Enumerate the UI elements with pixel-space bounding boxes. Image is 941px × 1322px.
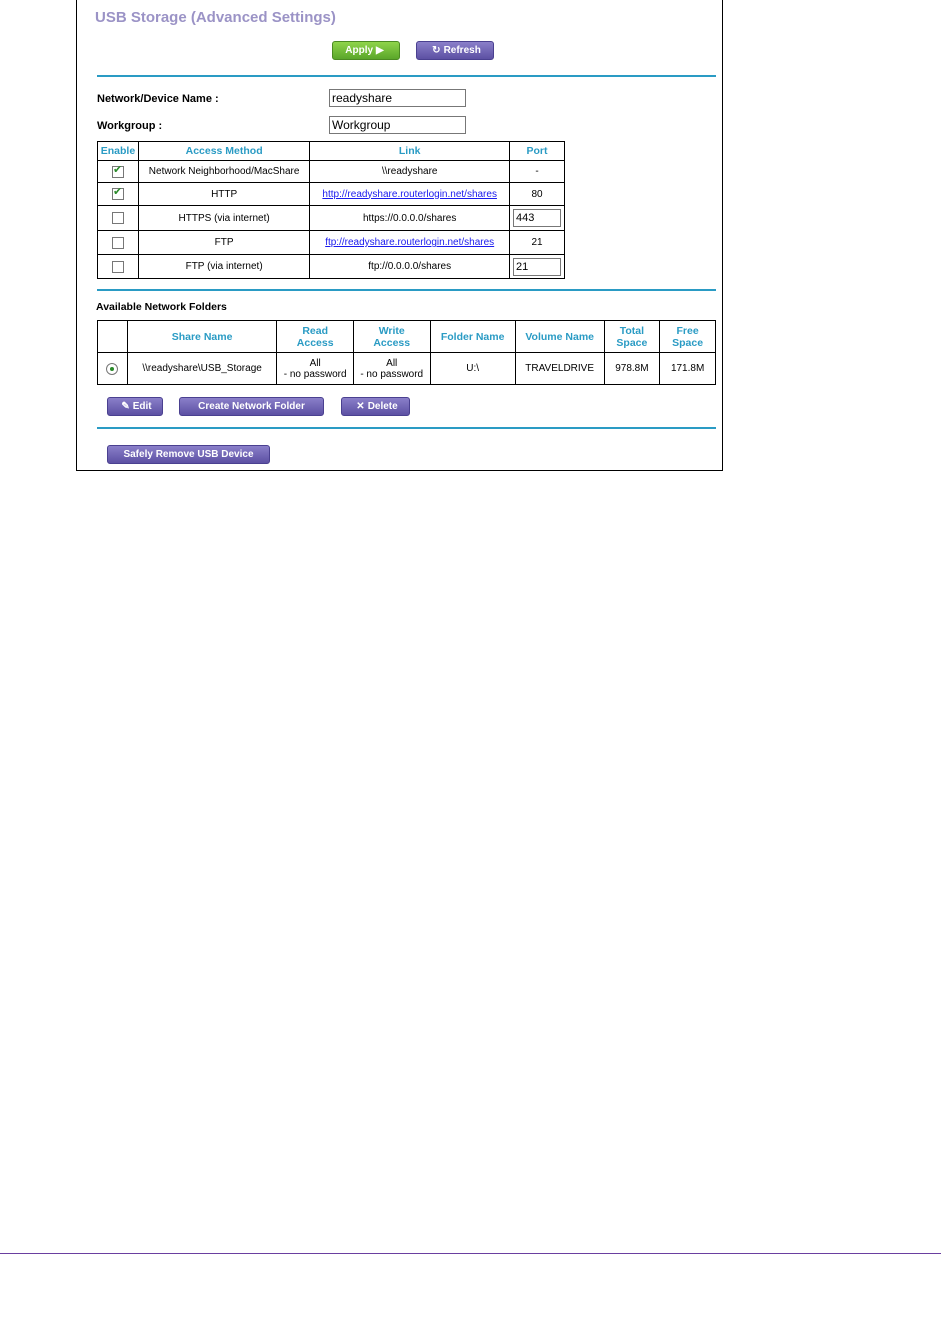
col-read-access: Read Access: [277, 321, 354, 353]
port-cell: -: [510, 161, 565, 183]
apply-button-label: Apply: [345, 45, 374, 56]
access-method-table: [97, 141, 565, 279]
access-method-cell: HTTP: [138, 183, 309, 206]
refresh-button[interactable]: [416, 41, 494, 60]
folders-table-header: [98, 321, 716, 353]
total-space-cell: 978.8M: [604, 353, 660, 385]
col-volume-name: Volume Name: [515, 321, 604, 353]
table-row: [98, 231, 565, 255]
read-access-cell: All - no password: [277, 353, 354, 385]
safely-remove-label: Safely Remove USB Device: [123, 449, 254, 460]
network-folders-table: [97, 320, 716, 385]
page-bottom-rule: [0, 1253, 941, 1254]
play-triangle-icon: ▶: [376, 45, 384, 56]
access-method-cell: FTP (via internet): [138, 255, 309, 279]
divider: [97, 289, 716, 291]
col-enable: Enable: [98, 142, 139, 161]
divider: [97, 75, 716, 77]
http-link[interactable]: http://readyshare.routerlogin.net/shares: [322, 188, 497, 200]
apply-button[interactable]: [332, 41, 400, 60]
table-row: [98, 161, 565, 183]
col-total-space: Total Space: [604, 321, 660, 353]
https-port-input[interactable]: [513, 209, 561, 227]
link-cell: \\readyshare: [310, 161, 510, 183]
access-table-header: [98, 142, 565, 161]
write-access-cell: All - no password: [353, 353, 430, 385]
delete-button[interactable]: [341, 397, 410, 416]
free-space-cell: 171.8M: [660, 353, 716, 385]
table-row: [98, 255, 565, 279]
volume-name-cell: TRAVELDRIVE: [515, 353, 604, 385]
table-row: [98, 183, 565, 206]
port-cell: 80: [510, 183, 565, 206]
col-free-space: Free Space: [660, 321, 716, 353]
edit-button-label: Edit: [132, 401, 152, 412]
device-name-label: Network/Device Name :: [97, 93, 219, 105]
workgroup-label: Workgroup :: [97, 120, 163, 132]
pencil-icon: ✎: [121, 401, 130, 412]
ftp-link[interactable]: ftp://readyshare.routerlogin.net/shares: [325, 237, 495, 248]
refresh-icon: ↻: [432, 45, 441, 56]
col-port: Port: [510, 142, 565, 161]
refresh-button-label: Refresh: [443, 45, 481, 56]
col-access-method: Access Method: [138, 142, 309, 161]
page-title: USB Storage (Advanced Settings): [95, 9, 336, 26]
col-link: Link: [310, 142, 510, 161]
device-name-input[interactable]: [329, 89, 466, 107]
enable-checkbox[interactable]: [112, 212, 124, 224]
port-cell: 21: [510, 231, 565, 255]
access-method-cell: HTTPS (via internet): [138, 206, 309, 231]
create-button-label: Create Network Folder: [198, 401, 305, 412]
safely-remove-usb-button[interactable]: [107, 445, 270, 464]
col-write-access: Write Access: [353, 321, 430, 353]
ftp-internet-port-input[interactable]: [513, 258, 561, 276]
x-icon: ✕: [356, 401, 365, 412]
usb-storage-panel: [76, 0, 723, 471]
folder-select-radio[interactable]: [106, 363, 118, 375]
edit-button[interactable]: [107, 397, 163, 416]
table-row: [98, 353, 716, 385]
create-network-folder-button[interactable]: [179, 397, 324, 416]
share-name-cell: \\readyshare\USB_Storage: [127, 353, 277, 385]
col-folder-name: Folder Name: [430, 321, 515, 353]
folders-section-title: Available Network Folders: [96, 301, 227, 313]
link-cell: ftp://0.0.0.0/shares: [310, 255, 510, 279]
folder-name-cell: U:\: [430, 353, 515, 385]
delete-button-label: Delete: [367, 401, 398, 412]
enable-checkbox[interactable]: [112, 188, 124, 200]
divider: [97, 427, 716, 429]
access-method-cell: FTP: [138, 231, 309, 255]
enable-checkbox[interactable]: [112, 261, 124, 273]
enable-checkbox[interactable]: [112, 166, 124, 178]
col-share-name: Share Name: [127, 321, 277, 353]
link-cell: https://0.0.0.0/shares: [310, 206, 510, 231]
table-row: [98, 206, 565, 231]
access-method-cell: Network Neighborhood/MacShare: [138, 161, 309, 183]
enable-checkbox[interactable]: [112, 237, 124, 249]
workgroup-input[interactable]: [329, 116, 466, 134]
